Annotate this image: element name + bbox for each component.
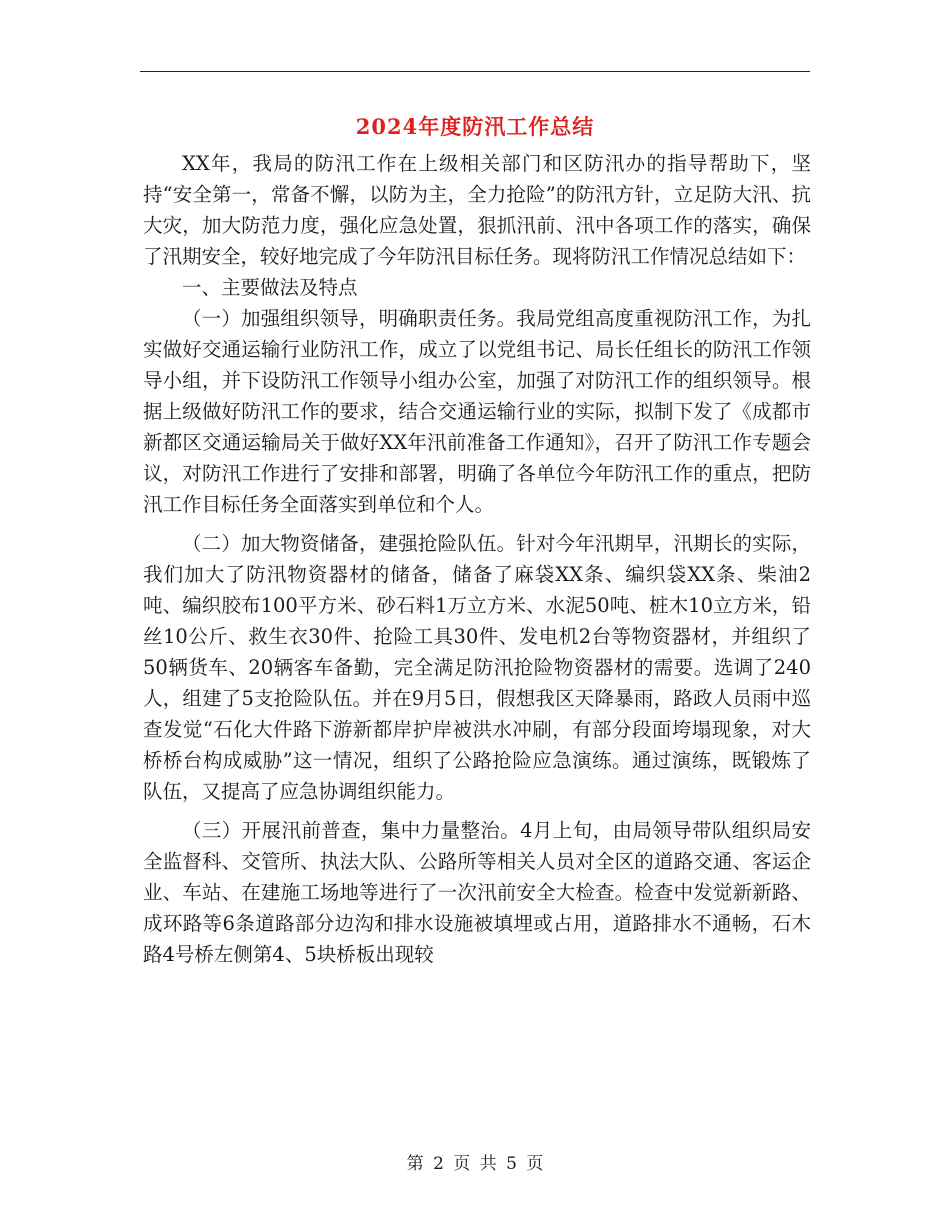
paragraph-inspection: （三）开展汛前普查，集中力量整治。4月上旬，由局领导带队组织局安全监督科、交管所、执法大队、公路所等相关人员对全区的道路交通、客运企业、车站、在建施工场地等进行了一次汛前安全大检查。检查中发觉新新路、成环路等6条道路部分边沟和排水设施被填埋或占用，道路排水不通畅，石木路4号桥左侧第4、5块桥板出现较 bbox=[143, 819, 811, 966]
section-heading: 一、主要做法及特点 bbox=[182, 276, 358, 299]
page-number: 第 2 页 共 5 页 bbox=[406, 1154, 544, 1174]
intro-paragraph: XX年，我局的防汛工作在上级相关部门和区防汛办的指导帮助下，坚持“安全第一，常备不懈，以防为主，全力抢险”的防汛方针，立足防大汛、抗大灾，加大防范力度，强化应急处置，狠抓汛前、汛中各项工作的落实，确保了汛期安全，较好地完成了今年防汛目标任务。现将防汛工作情况总结如下： bbox=[143, 152, 811, 268]
header-rule bbox=[140, 71, 810, 72]
document-title: 2024年度防汛工作总结 bbox=[355, 114, 595, 139]
paragraph-organization: （一）加强组织领导，明确职责任务。我局党组高度重视防汛工作，为扎实做好交通运输行业防汛工作，成立了以党组书记、局长任组长的防汛工作领导小组，并下设防汛工作领导小组办公室，加强了对防汛工作的组织领导。根据上级做好防汛工作的要求，结合交通运输行业的实际，拟制下发了《成都市新都区交通运输局关于做好XX年汛前准备工作通知》，召开了防汛工作专题会议，对防汛工作进行了安排和部署，明确了各单位今年防汛工作的重点，把防汛工作目标任务全面落实到单位和个人。 bbox=[143, 307, 811, 516]
document-body bbox=[143, 148, 811, 970]
paragraph-materials: （二）加大物资储备，建强抢险队伍。针对今年汛期早，汛期长的实际，我们加大了防汛物资器材的储备，储备了麻袋XX条、编织袋XX条、柴油2吨、编织胶布100平方米、砂石料1万立方米、水泥50吨、桩木10立方米，铅丝10公斤、救生衣30件、抢险工具30件、发电机2台等物资器材，并组织了50辆货车、20辆客车备勤，完全满足防汛抢险物资器材的需要。选调了240人，组建了5支抢险队伍。并在9月5日，假想我区天降暴雨，路政人员雨中巡查发觉“石化大件路下游新都岸护岸被洪水冲刷，有部分段面垮塌现象，对大桥桥台构成威胁”这一情况，组织了公路抢险应急演练。通过演练，既锻炼了队伍，又提高了应急协调组织能力。 bbox=[143, 532, 811, 803]
